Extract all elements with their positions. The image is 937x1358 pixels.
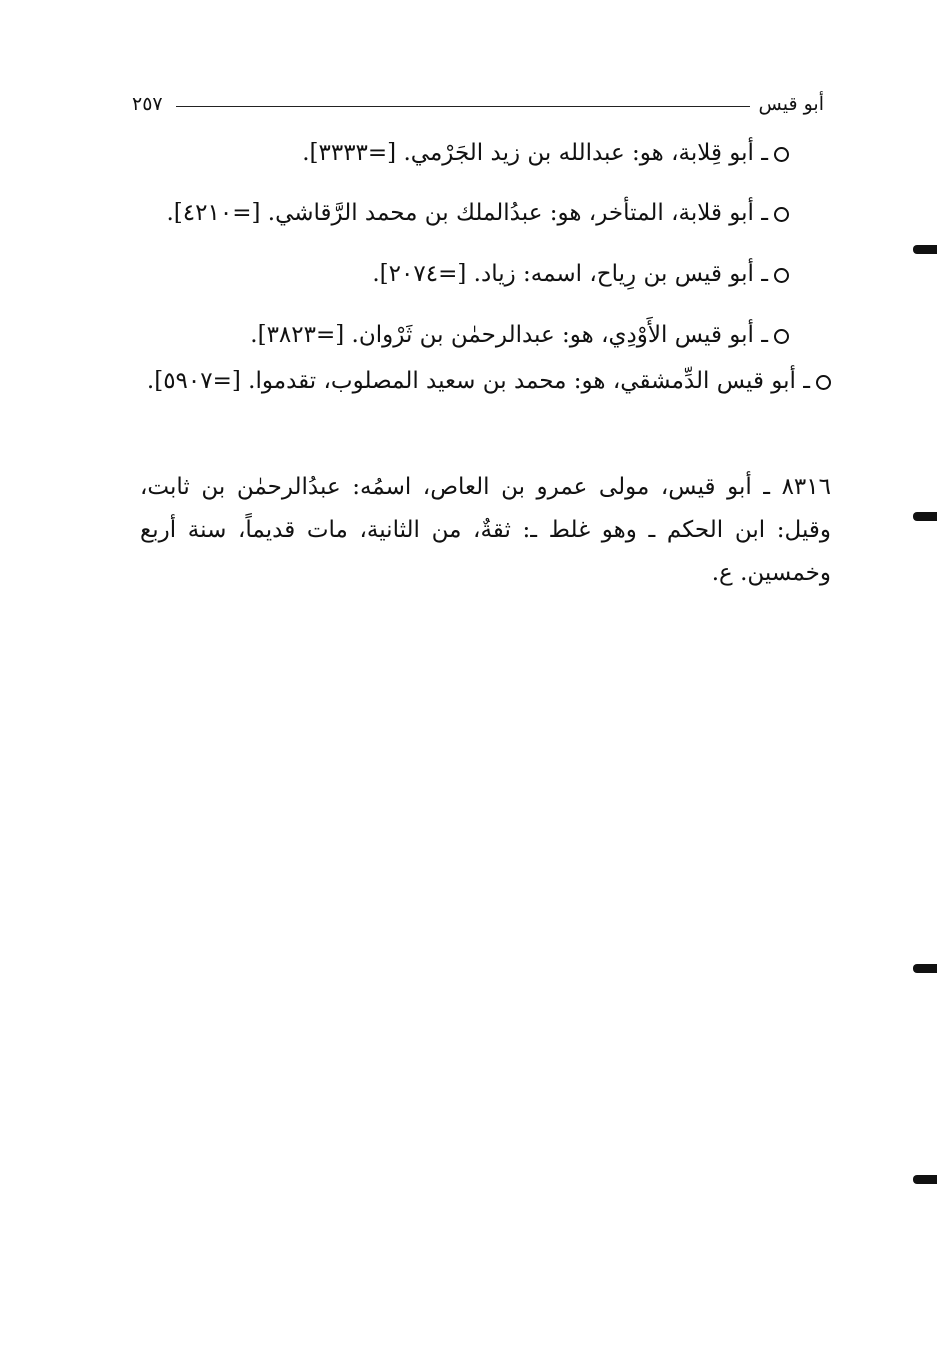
entry-text: ـ أبو قيس الدِّمشقي، هو: محمد بن سعيد المصلوب، تقدموا. [=٥٩٠٧].	[146, 368, 810, 394]
binding-mark	[913, 512, 937, 521]
entry-text: ـ أبو قيس بن رِياح، اسمه: زياد. [=٢٠٧٤].	[372, 261, 768, 287]
header-rule	[176, 106, 750, 107]
entry-abu-qilaba-1	[302, 138, 789, 168]
entry-text: ـ أبو قِلابة، هو: عبدالله بن زيد الجَرْمي. [=٣٣٣٣].	[302, 140, 768, 166]
running-header	[132, 92, 824, 120]
binding-mark	[913, 964, 937, 973]
entry-abu-qays-dimashqi	[140, 358, 831, 404]
page-number: ٢٥٧	[132, 93, 163, 115]
circle-icon	[816, 375, 831, 390]
circle-icon	[774, 207, 789, 222]
running-title: أبو قيس	[758, 93, 824, 115]
entry-abu-qays-awdi	[250, 320, 789, 350]
binding-mark	[913, 245, 937, 254]
main-entry-text: ٨٣١٦ ـ أبو قيس، مولى عمرو بن العاص، اسمُه: عبدُالرحمٰن بن ثابت، وقيل: ابن الحكم ـ وهو غلط ـ: ثقةٌ، من الثانية، مات قديماً، سنة أربع وخمسين. ع.	[140, 474, 831, 586]
circle-icon	[774, 268, 789, 283]
entry-abu-qays-riyah	[372, 259, 789, 289]
entry-abu-qilaba-2	[166, 198, 789, 228]
binding-mark	[913, 1175, 937, 1184]
main-entry-8316	[140, 466, 831, 595]
entry-text: ـ أبو قيس الأَوْدِي، هو: عبدالرحمٰن بن ثَرْوان. [=٣٨٢٣].	[250, 322, 768, 348]
circle-icon	[774, 147, 789, 162]
entry-text: ـ أبو قلابة، المتأخر، هو: عبدُالملك بن محمد الرَّقاشي. [=٤٢١٠].	[166, 200, 768, 226]
circle-icon	[774, 329, 789, 344]
